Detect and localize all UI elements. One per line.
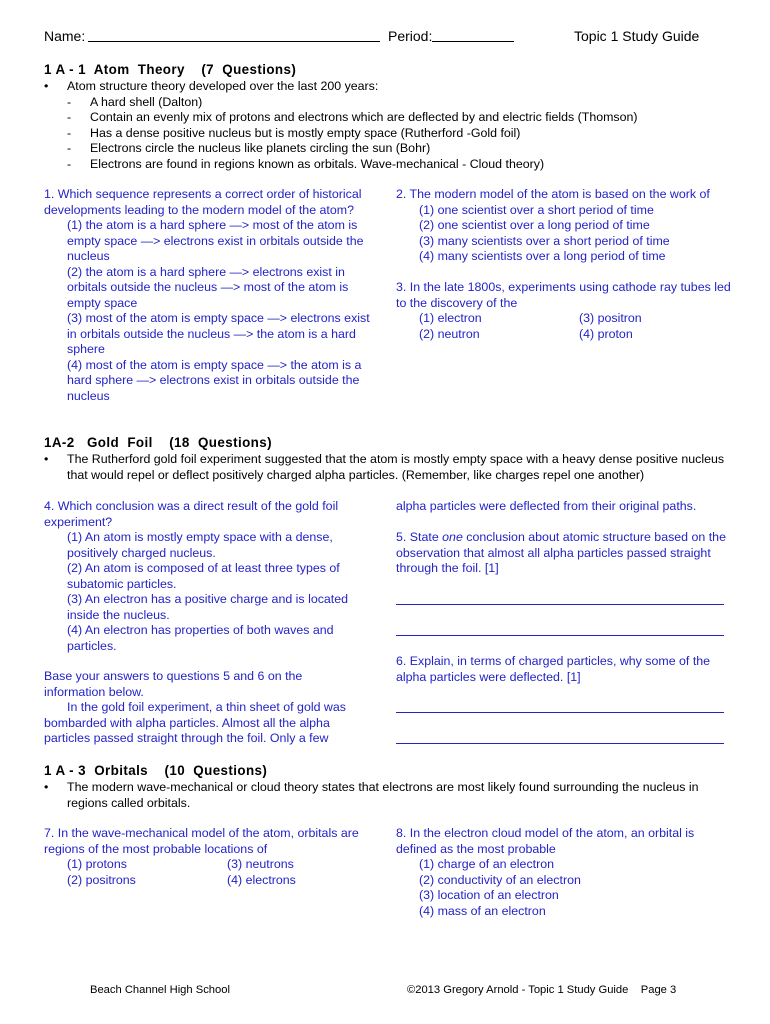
question-2-stem: 2. The modern model of the atom is based on the work of bbox=[396, 187, 710, 201]
question-4-stem: 4. Which conclusion was a direct result of the gold foil experiment? bbox=[44, 499, 339, 529]
question-4-option[interactable]: (4) An electron has properties of both waves and particles. bbox=[67, 623, 334, 653]
question-7-option[interactable]: (2) positrons bbox=[67, 872, 136, 887]
question-1-option[interactable]: (3) most of the atom is empty space —> electrons exist in orbitals outside the nucleus —> the atom is a hard sphere bbox=[67, 311, 370, 356]
question-3-option[interactable]: (1) electron bbox=[419, 311, 482, 325]
theory-list-item bbox=[67, 157, 737, 173]
dash-icon: - bbox=[67, 94, 72, 109]
question-3-option[interactable]: (4) proton bbox=[579, 326, 633, 341]
question-2-option[interactable]: (2) one scientist over a long period of time bbox=[419, 218, 650, 232]
passage-intro bbox=[44, 669, 364, 747]
question-8-stem: 8. In the electron cloud model of the atom, an orbital is defined as the most probable bbox=[396, 826, 695, 856]
question-6-answer-line[interactable] bbox=[396, 743, 724, 744]
question-7 bbox=[44, 826, 380, 888]
question-3-option[interactable]: (3) positron bbox=[579, 311, 642, 325]
theory-list-item bbox=[67, 141, 737, 157]
question-1-option[interactable]: (4) most of the atom is empty space —> the atom is a hard sphere —> electrons exist in orbitals outside the nucleus bbox=[67, 357, 362, 403]
theory-item-text: Electrons circle the nucleus like planets circling the sun (Bohr) bbox=[90, 141, 431, 155]
name-field[interactable] bbox=[88, 41, 380, 42]
question-4-option[interactable]: (3) An electron has a positive charge and is located inside the nucleus. bbox=[67, 592, 349, 622]
theory-list-item bbox=[67, 110, 737, 126]
question-4 bbox=[44, 499, 364, 654]
period-label: Period: bbox=[388, 28, 433, 44]
passage-continuation: alpha particles were deflected from their original paths. bbox=[396, 499, 697, 513]
page-title: Topic 1 Study Guide bbox=[574, 28, 700, 44]
question-5-text-post: conclusion about atomic structure based on the observation that almost all alpha particles passed straight through the foil. [1] bbox=[396, 530, 726, 575]
theory-list bbox=[67, 95, 737, 173]
question-5-text-pre: 5. State bbox=[396, 530, 443, 544]
question-7-option[interactable]: (1) protons bbox=[67, 857, 127, 871]
question-1 bbox=[44, 187, 378, 404]
question-1-option[interactable]: (2) the atom is a hard sphere —> electrons exist in orbitals outside the nucleus —> most of the atom is empty space bbox=[67, 264, 349, 310]
question-7-option[interactable]: (3) neutrons bbox=[227, 857, 294, 871]
question-7-stem: 7. In the wave-mechanical model of the atom, orbitals are regions of the most probable locations of bbox=[44, 826, 359, 856]
theory-item-text: Contain an evenly mix of protons and electrons which are deflected by and electric fields (Thomson) bbox=[90, 110, 638, 124]
question-2-option[interactable]: (1) one scientist over a short period of time bbox=[419, 202, 654, 217]
dash-icon: - bbox=[67, 125, 72, 140]
section-heading-gold-foil: 1A-2 Gold Foil (18 Questions) bbox=[44, 435, 272, 450]
gold-foil-passage: In the gold foil experiment, a thin sheet of gold was bombarded with alpha particles. Almost all the alpha particles passed straight through the foil. Only a few bbox=[44, 700, 346, 745]
footer-school: Beach Channel High School bbox=[90, 984, 230, 996]
theory-item-text: Has a dense positive nucleus but is mostly empty space (Rutherford -Gold foil) bbox=[90, 125, 521, 140]
question-8 bbox=[396, 826, 726, 919]
question-4-option[interactable]: (1) An atom is mostly empty space with a dense, positively charged nucleus. bbox=[67, 530, 333, 560]
theory-item-text: Electrons are found in regions known as orbitals. Wave-mechanical - Cloud theory) bbox=[90, 156, 545, 171]
question-2-option[interactable]: (4) many scientists over a long period of time bbox=[419, 249, 666, 263]
period-field[interactable] bbox=[432, 41, 514, 42]
bullet-icon: • bbox=[44, 452, 49, 466]
footer-copyright: ©2013 Gregory Arnold - Topic 1 Study Guide Page 3 bbox=[407, 984, 677, 996]
theory-item-text: A hard shell (Dalton) bbox=[90, 94, 203, 109]
bullet-icon: • bbox=[44, 79, 49, 93]
dash-icon: - bbox=[67, 110, 72, 124]
question-8-option[interactable]: (1) charge of an electron bbox=[419, 857, 554, 871]
section-3-bullet-text: The modern wave-mechanical or cloud theory states that electrons are most likely found surrounding the nucleus in regions called orbitals. bbox=[67, 780, 699, 810]
question-5-answer-line[interactable] bbox=[396, 604, 724, 605]
question-1-option[interactable]: (1) the atom is a hard sphere —> most of the atom is empty space —> electrons exist in orbitals outside the nucleus bbox=[67, 218, 364, 263]
question-6-stem: 6. Explain, in terms of charged particles, why some of the alpha particles were deflected. [1] bbox=[396, 654, 711, 684]
question-5-stem bbox=[396, 530, 726, 577]
section-2-bullet-text: The Rutherford gold foil experiment suggested that the atom is mostly empty space with a heavy dense positive nucleus that would repel or deflect positively charged alpha particles. (Remember, like charges repel one another) bbox=[67, 452, 725, 482]
name-label: Name: bbox=[44, 28, 86, 44]
question-6-answer-line[interactable] bbox=[396, 712, 724, 713]
question-5 bbox=[396, 530, 726, 577]
question-3-stem: 3. In the late 1800s, experiments using cathode ray tubes led to the discovery of the bbox=[396, 280, 731, 310]
question-8-option[interactable]: (3) location of an electron bbox=[419, 888, 559, 902]
question-2 bbox=[396, 187, 736, 265]
section-1-bullet-text: Atom structure theory developed over the last 200 years: bbox=[67, 79, 379, 93]
question-7-option[interactable]: (4) electrons bbox=[227, 872, 296, 887]
question-5-answer-line[interactable] bbox=[396, 635, 724, 636]
question-2-option[interactable]: (3) many scientists over a short period of time bbox=[419, 233, 670, 248]
question-3 bbox=[396, 280, 731, 342]
question-6 bbox=[396, 654, 726, 685]
section-2-bullet bbox=[44, 452, 734, 483]
bullet-icon: • bbox=[44, 780, 49, 794]
dash-icon: - bbox=[67, 141, 72, 155]
section-3-bullet bbox=[44, 780, 734, 811]
theory-list-item bbox=[67, 126, 737, 142]
base-instructions: Base your answers to questions 5 and 6 on the information below. bbox=[44, 669, 303, 699]
question-4-option[interactable]: (2) An atom is composed of at least three types of subatomic particles. bbox=[67, 561, 340, 591]
question-8-option[interactable]: (4) mass of an electron bbox=[419, 903, 546, 918]
question-5-emphasis: one bbox=[442, 530, 463, 544]
section-heading-orbitals: 1 A - 3 Orbitals (10 Questions) bbox=[44, 763, 268, 778]
section-heading-atom-theory: 1 A - 1 Atom Theory (7 Questions) bbox=[44, 62, 297, 77]
question-3-option[interactable]: (2) neutron bbox=[419, 326, 480, 341]
theory-list-item bbox=[67, 95, 737, 111]
dash-icon: - bbox=[67, 156, 72, 171]
question-8-option[interactable]: (2) conductivity of an electron bbox=[419, 872, 581, 887]
question-1-stem: 1. Which sequence represents a correct order of historical developments leading to the modern model of the atom? bbox=[44, 187, 362, 217]
